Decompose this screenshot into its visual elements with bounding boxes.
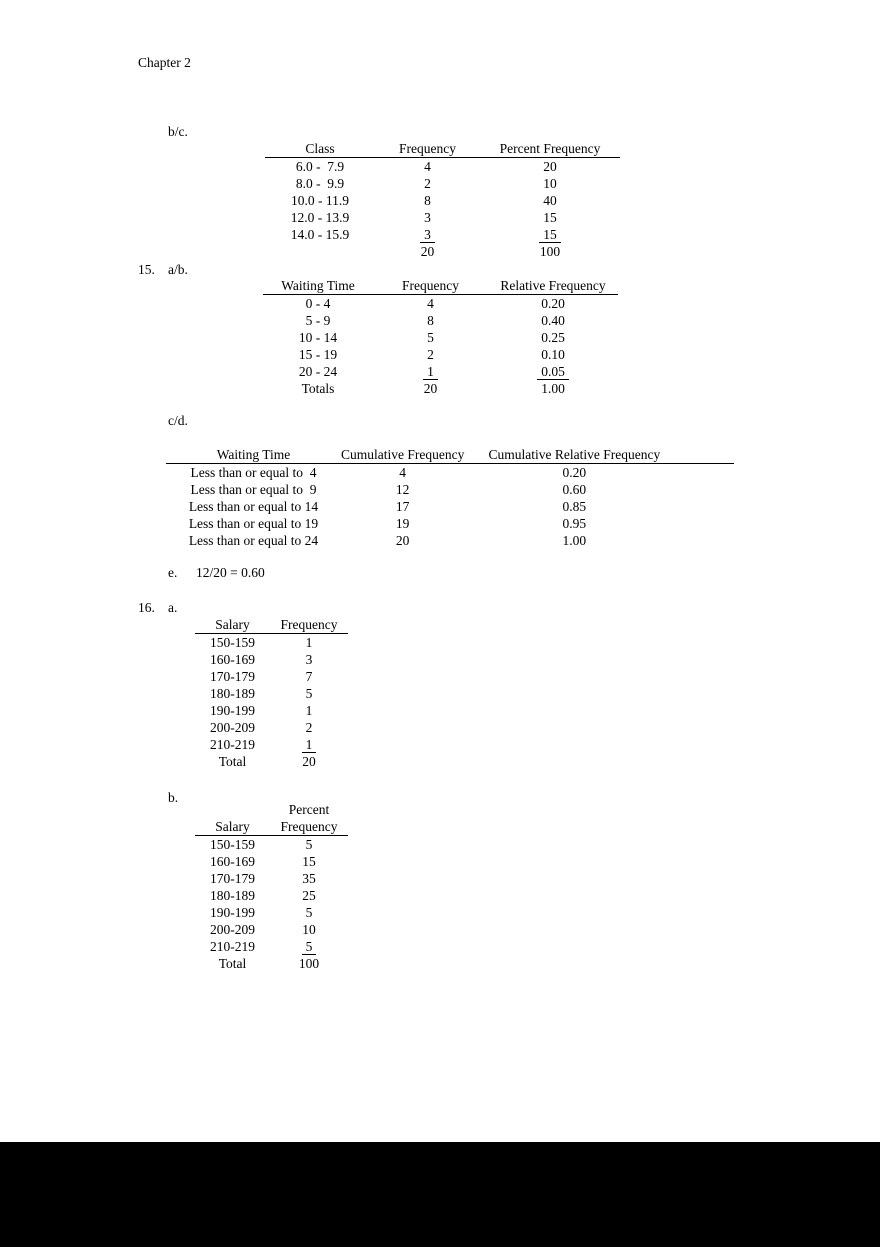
table-cell [480, 226, 620, 243]
table-cell: 20 - 24 [298, 364, 338, 379]
table-cell: 10 - 14 [298, 330, 338, 345]
table-cell: 35 [302, 871, 316, 886]
table-row [166, 481, 734, 498]
table-cell: 150-159 [210, 635, 255, 650]
column-header: Frequency [270, 616, 348, 634]
table-cell: 170-179 [210, 871, 255, 886]
table-cell: 180-189 [210, 686, 255, 701]
table-row [195, 887, 348, 904]
table-cell: 5 [305, 905, 313, 920]
table-cell: 150-159 [210, 837, 255, 852]
table-cell: 3 [424, 210, 431, 225]
table-cell: Less than or equal to 19 [188, 516, 319, 531]
table-cell [375, 226, 480, 243]
table-cell: 210-219 [210, 737, 255, 752]
table-cell: 5 [305, 837, 313, 852]
table-row [195, 853, 348, 870]
column-header: Class [265, 140, 375, 158]
table-cell: 100 [539, 244, 561, 259]
table-cell: 190-199 [210, 703, 255, 718]
table-cell: 12 [395, 482, 410, 497]
table-row [166, 498, 734, 515]
table-row [166, 515, 734, 532]
label-15-ab: a/b. [168, 262, 188, 277]
table-cell: Totals [301, 381, 335, 396]
table-row [263, 346, 618, 363]
table-row [265, 226, 620, 243]
table-cell: 4 [427, 296, 434, 311]
table-row [195, 938, 348, 955]
column-header: Frequency [375, 140, 480, 158]
column-header: Waiting Time [263, 277, 373, 295]
table-row [195, 870, 348, 887]
table-cell: 20 [423, 381, 438, 396]
table-cell: 10.0 - 11.9 [291, 193, 349, 208]
table-cell: 20 [395, 533, 410, 548]
table-cell: 0.10 [541, 347, 565, 362]
table-cell: 7 [305, 669, 313, 684]
table-cell: 17 [395, 499, 410, 514]
table-cell: 20 [420, 244, 435, 259]
table-cell: 5 - 9 [305, 313, 331, 328]
table-cell: 0.40 [541, 313, 565, 328]
table-cell: 8 [424, 193, 431, 208]
table-cell: 100 [298, 956, 320, 971]
table-row [195, 736, 348, 753]
table-cell: 0.25 [541, 330, 565, 345]
table-cell: 8.0 - 9.9 [295, 176, 345, 191]
column-header: Percent [288, 802, 330, 817]
summed-value: 1 [302, 738, 317, 753]
table-cell: 15 [302, 854, 316, 869]
table-cell: 15 [543, 210, 557, 225]
table-row [195, 921, 348, 938]
table-row [265, 192, 620, 209]
summed-value: 15 [539, 228, 561, 243]
filler-cell [684, 515, 734, 532]
filler-cell [684, 446, 734, 464]
column-header: Frequency [373, 277, 488, 295]
table-cell [270, 938, 348, 955]
table-header-row [195, 616, 348, 634]
column-header: Waiting Time [166, 446, 341, 464]
label-16-b: b. [168, 790, 179, 805]
label-bc: b/c. [168, 124, 188, 139]
table-row [263, 329, 618, 346]
table-cell: 5 [305, 686, 313, 701]
table-cell: 8 [427, 313, 434, 328]
table-total-row [195, 955, 348, 972]
filler-cell [684, 532, 734, 549]
table-cell: 12.0 - 13.9 [290, 210, 350, 225]
table-cell: 160-169 [210, 652, 255, 667]
cumulative-frequency-table [166, 446, 734, 549]
table-cell [373, 363, 488, 380]
table-cell: Less than or equal to 14 [188, 499, 319, 514]
table-cell: 19 [395, 516, 410, 531]
salary-frequency-table [195, 616, 348, 770]
table-row [265, 209, 620, 226]
table-header-row [265, 140, 620, 158]
column-header [195, 801, 270, 818]
filler-cell [684, 464, 734, 482]
table-row [263, 295, 618, 313]
table-cell: 0 - 4 [305, 296, 331, 311]
table-cell: 10 [543, 176, 557, 191]
table-cell: 180-189 [210, 888, 255, 903]
table-cell: 4 [399, 465, 407, 480]
table-cell: 0.95 [562, 516, 587, 531]
table-cell: 160-169 [210, 854, 255, 869]
question-16-number: 16. [138, 600, 155, 615]
table-cell: 1.00 [562, 533, 587, 548]
table-header-row [263, 277, 618, 295]
table-cell: 14.0 - 15.9 [290, 227, 350, 242]
table-header-row [195, 801, 348, 818]
table-row [195, 651, 348, 668]
summed-value: 3 [420, 228, 435, 243]
table-cell: 20 [543, 159, 557, 174]
table-cell: Total [218, 956, 247, 971]
question-15-number: 15. [138, 262, 155, 277]
table-row [265, 175, 620, 192]
column-header: Salary [195, 818, 270, 836]
table-cell: 1 [305, 635, 313, 650]
table-cell: 15 - 19 [298, 347, 338, 362]
table-total-row [195, 753, 348, 770]
table-cell: 25 [302, 888, 316, 903]
page-title: Chapter 2 [138, 55, 191, 70]
column-header: Frequency [270, 818, 348, 836]
table-row [195, 634, 348, 652]
summed-value: 0.05 [537, 365, 569, 380]
label-cd: c/d. [168, 413, 188, 428]
table-cell: 2 [305, 720, 313, 735]
table-row [265, 158, 620, 176]
table-row [195, 904, 348, 921]
table-cell [270, 736, 348, 753]
filler-cell [684, 498, 734, 515]
table-cell: 0.60 [562, 482, 587, 497]
table-total-row [263, 380, 618, 397]
column-header: Cumulative Relative Frequency [464, 446, 684, 464]
table-row [195, 702, 348, 719]
table-row [166, 464, 734, 482]
table-row [195, 719, 348, 736]
table-row [195, 685, 348, 702]
table-cell: 2 [424, 176, 431, 191]
column-header: Salary [195, 616, 270, 634]
table-cell: 3 [305, 652, 313, 667]
table-header-row [166, 446, 734, 464]
screen-bottom-black-bar [0, 1142, 880, 1247]
table-cell: 210-219 [210, 939, 255, 954]
table-cell: 5 [427, 330, 434, 345]
table-cell: Less than or equal to 24 [188, 533, 319, 548]
table-row [195, 836, 348, 854]
summed-value: 1 [423, 365, 438, 380]
table-cell: 10 [302, 922, 316, 937]
table-row [166, 532, 734, 549]
waiting-time-table [263, 277, 618, 397]
table-cell: 0.20 [562, 465, 587, 480]
label-16-a: a. [168, 600, 178, 615]
table-cell: 0.85 [562, 499, 587, 514]
table-cell: 0.20 [541, 296, 565, 311]
answer-e-value: 12/20 = 0.60 [196, 565, 265, 580]
table-cell: 1 [305, 703, 313, 718]
salary-percent-frequency-table [195, 801, 348, 972]
table-cell: 200-209 [210, 720, 255, 735]
table-row [263, 363, 618, 380]
table-cell: 20 [302, 754, 316, 769]
table-cell: 170-179 [210, 669, 255, 684]
class-frequency-table [265, 140, 620, 260]
table-header-row [195, 818, 348, 836]
label-e: e. [168, 565, 178, 580]
table-cell: Total [218, 754, 247, 769]
table-cell: 1.00 [541, 381, 565, 396]
filler-cell [684, 481, 734, 498]
table-total-row [265, 243, 620, 260]
table-cell: 4 [424, 159, 431, 174]
table-cell: 2 [427, 347, 434, 362]
column-header: Percent Frequency [480, 140, 620, 158]
table-row [263, 312, 618, 329]
table-cell: Less than or equal to 9 [190, 482, 317, 497]
column-header: Relative Frequency [488, 277, 618, 295]
table-cell: Less than or equal to 4 [190, 465, 317, 480]
table-cell [488, 363, 618, 380]
table-cell [265, 243, 375, 260]
column-header: Cumulative Frequency [341, 447, 465, 462]
summed-value: 5 [302, 940, 317, 955]
table-cell: 40 [543, 193, 557, 208]
table-row [195, 668, 348, 685]
table-cell: 200-209 [210, 922, 255, 937]
table-cell: 190-199 [210, 905, 255, 920]
table-cell: 6.0 - 7.9 [295, 159, 345, 174]
